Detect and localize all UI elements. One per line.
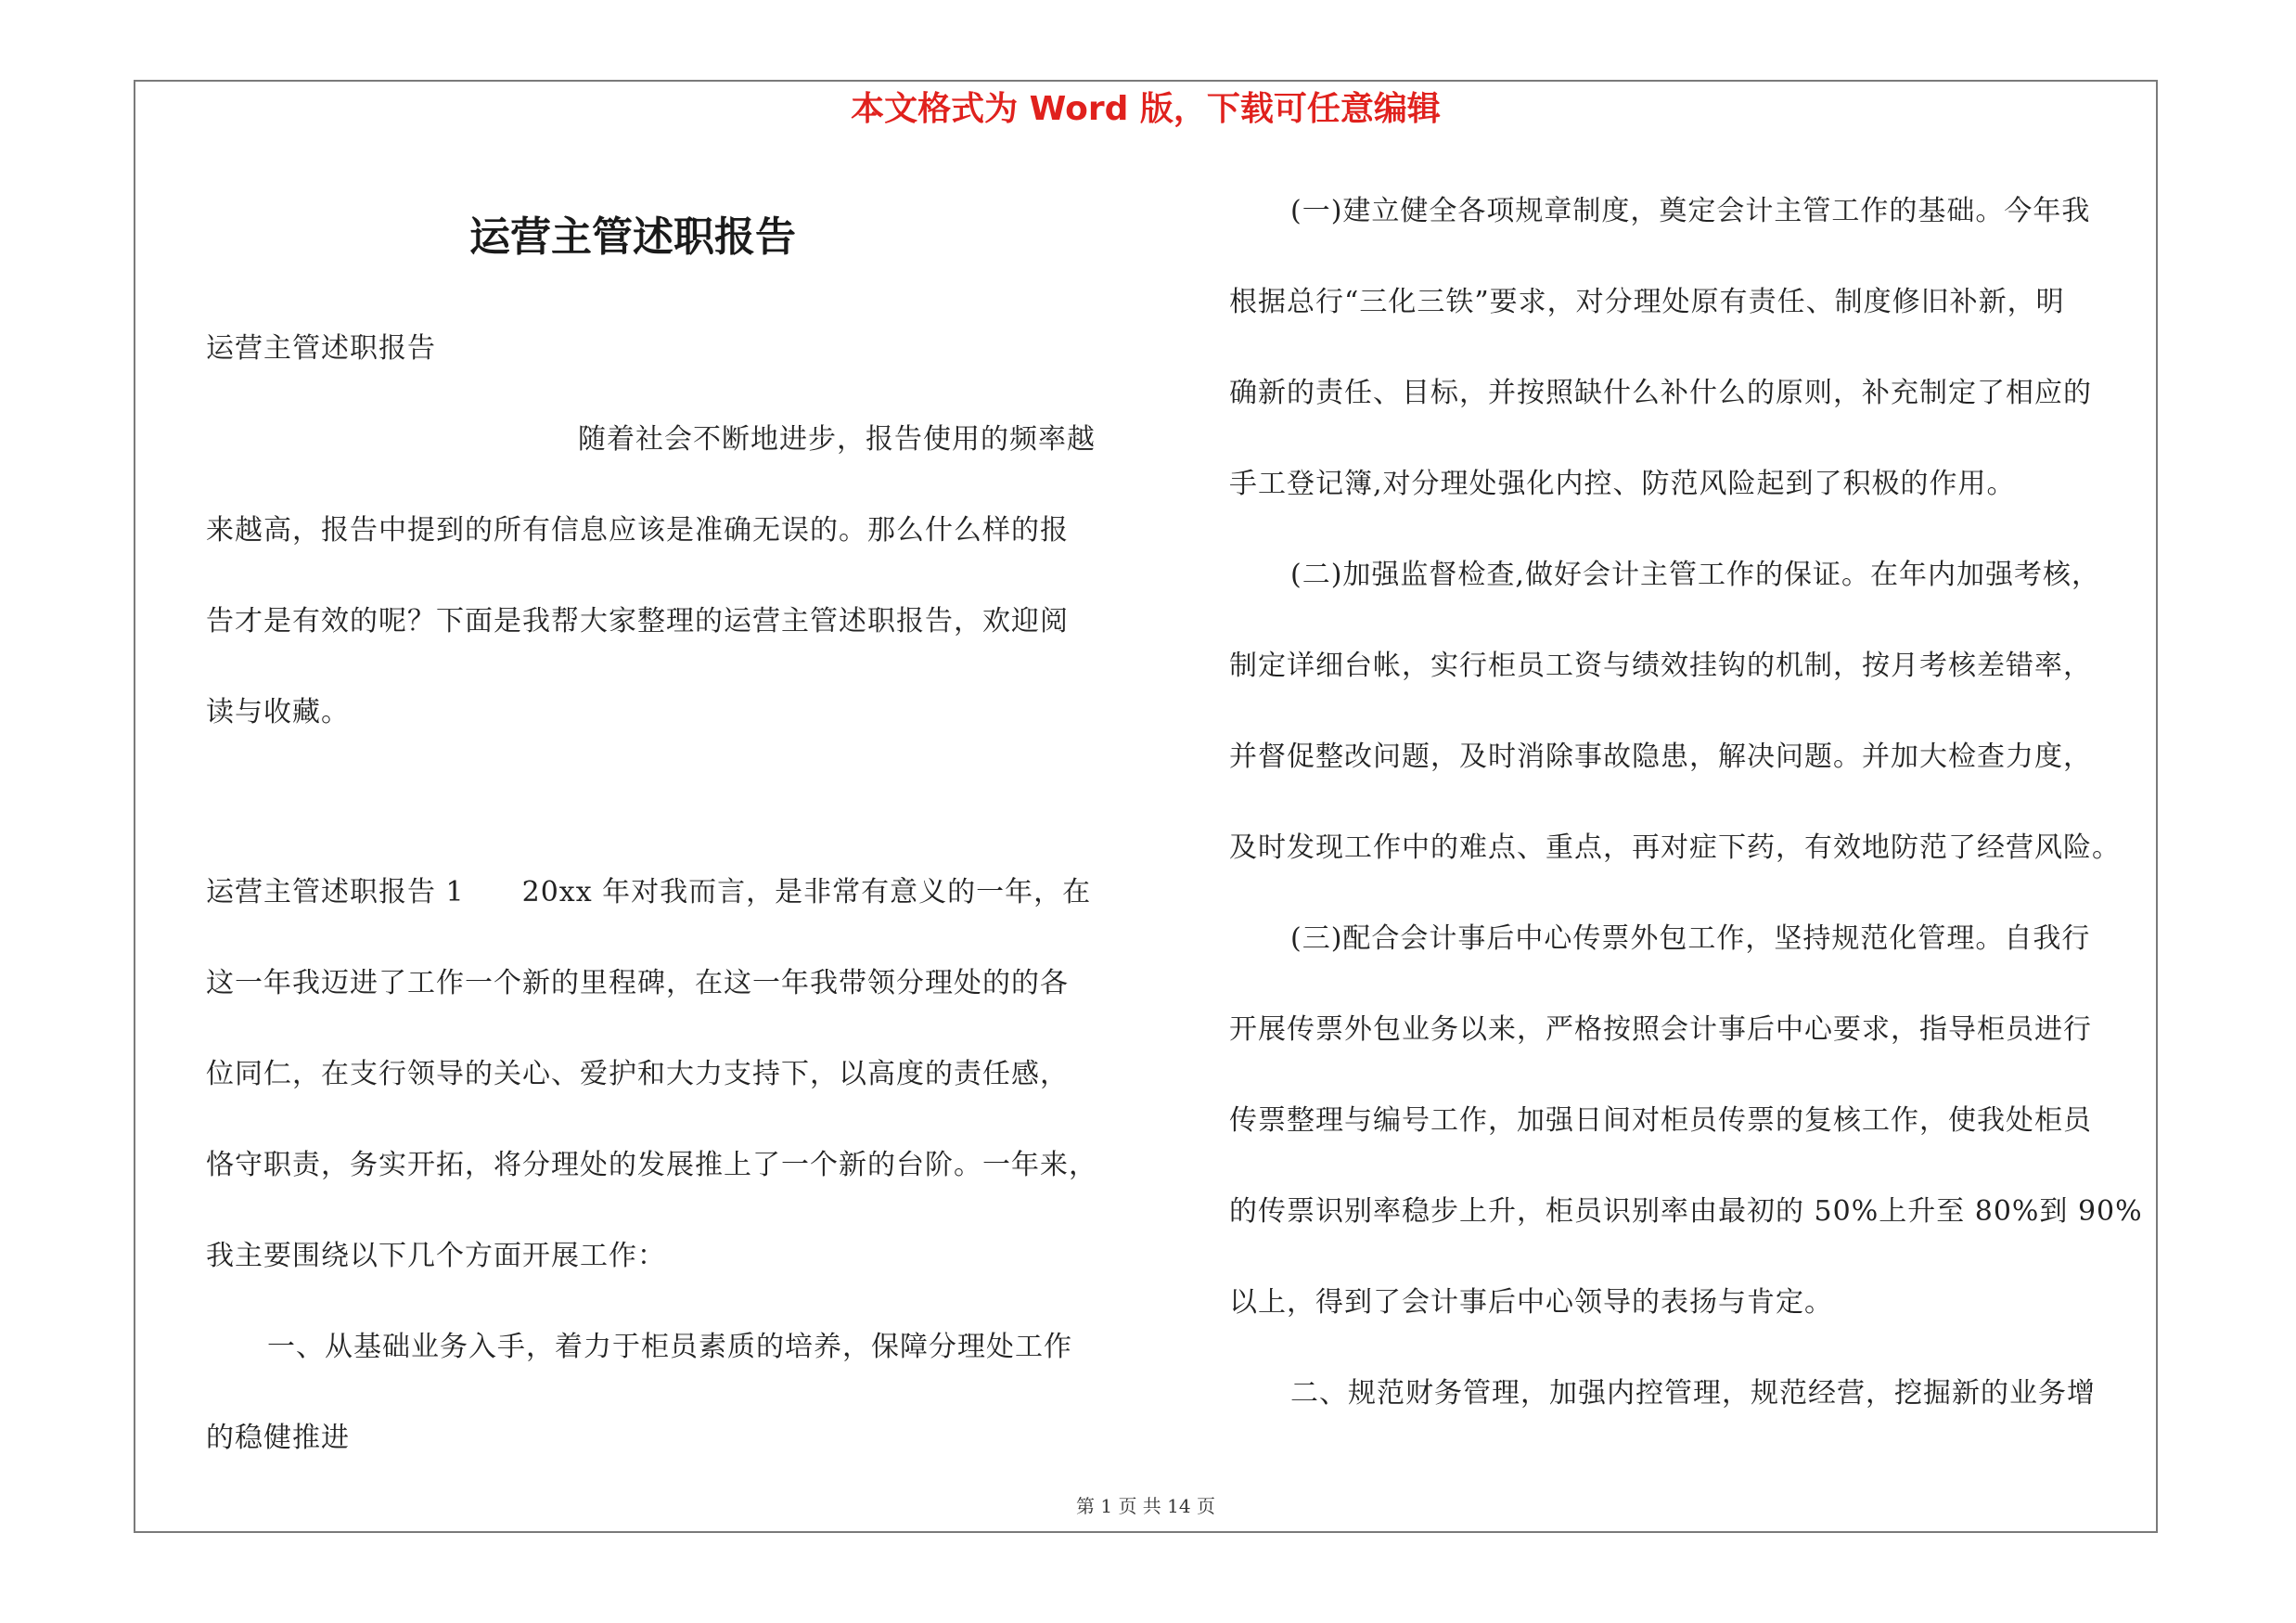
text-line: 一、从基础业务入手，着力于柜员素质的培养，保障分理处工作 bbox=[267, 1331, 1072, 1363]
text-line: 传票整理与编号工作，加强日间对柜员传票的复核工作，使我处柜员 bbox=[1229, 1104, 2092, 1137]
text-line: 二、规范财务管理，加强内控管理，规范经营，挖掘新的业务增 bbox=[1290, 1377, 2096, 1410]
text-line: 手工登记簿,对分理处强化内控、防范风险起到了积极的作用。 bbox=[1229, 468, 2016, 500]
text-line: 这一年我迈进了工作一个新的里程碑，在这一年我带领分理处的的各 bbox=[206, 967, 1069, 999]
text-line: 以上，得到了会计事后中心领导的表扬与肯定。 bbox=[1229, 1286, 1833, 1319]
text-line: 告才是有效的呢？下面是我帮大家整理的运营主管述职报告，欢迎阅 bbox=[206, 605, 1069, 638]
text-line: 制定详细台帐，实行柜员工资与绩效挂钩的机制，按月考核差错率， bbox=[1229, 650, 2092, 682]
text-line: 随着社会不断地进步，报告使用的频率越 bbox=[578, 423, 1096, 456]
text-line: (二)加强监督检查,做好会计主管工作的保证。在年内加强考核， bbox=[1290, 559, 2100, 591]
page-number-footer: 第 1 页 共 14 页 bbox=[1076, 1495, 1215, 1517]
text-line: 及时发现工作中的难点、重点，再对症下药，有效地防范了经营风险。 bbox=[1229, 831, 2121, 864]
document-title: 运营主管述职报告 bbox=[469, 213, 796, 261]
text-line: 根据总行“三化三铁”要求，对分理处原有责任、制度修旧补新，明 bbox=[1229, 286, 2065, 318]
text-line: 运营主管述职报告 1 20xx 年对我而言，是非常有意义的一年，在 bbox=[206, 876, 1092, 908]
text-line: 读与收藏。 bbox=[206, 696, 350, 728]
text-line: 我主要围绕以下几个方面开展工作： bbox=[206, 1240, 666, 1272]
text-line: 的传票识别率稳步上升，柜员识别率由最初的 50%上升至 80%到 90% bbox=[1229, 1195, 2143, 1228]
text-line: 确新的责任、目标，并按照缺什么补什么的原则，补充制定了相应的 bbox=[1229, 377, 2092, 409]
text-line: 并督促整改问题，及时消除事故隐患，解决问题。并加大检查力度， bbox=[1229, 741, 2092, 773]
word-format-banner: 本文格式为 Word 版，下载可任意编辑 bbox=[851, 90, 1441, 128]
text-line: 恪守职责，务实开拓，将分理处的发展推上了一个新的台阶。一年来， bbox=[206, 1149, 1097, 1181]
text-line: (一)建立健全各项规章制度，奠定会计主管工作的基础。今年我 bbox=[1290, 195, 2091, 227]
text-line: 运营主管述职报告 bbox=[206, 332, 436, 365]
text-line: 开展传票外包业务以来，严格按照会计事后中心要求，指导柜员进行 bbox=[1229, 1013, 2092, 1046]
text-line: 的稳健推进 bbox=[206, 1422, 350, 1454]
text-line: (三)配合会计事后中心传票外包工作，坚持规范化管理。自我行 bbox=[1290, 922, 2091, 955]
text-line: 位同仁，在支行领导的关心、爱护和大力支持下，以高度的责任感， bbox=[206, 1058, 1069, 1090]
text-line: 来越高，报告中提到的所有信息应该是准确无误的。那么什么样的报 bbox=[206, 514, 1069, 547]
